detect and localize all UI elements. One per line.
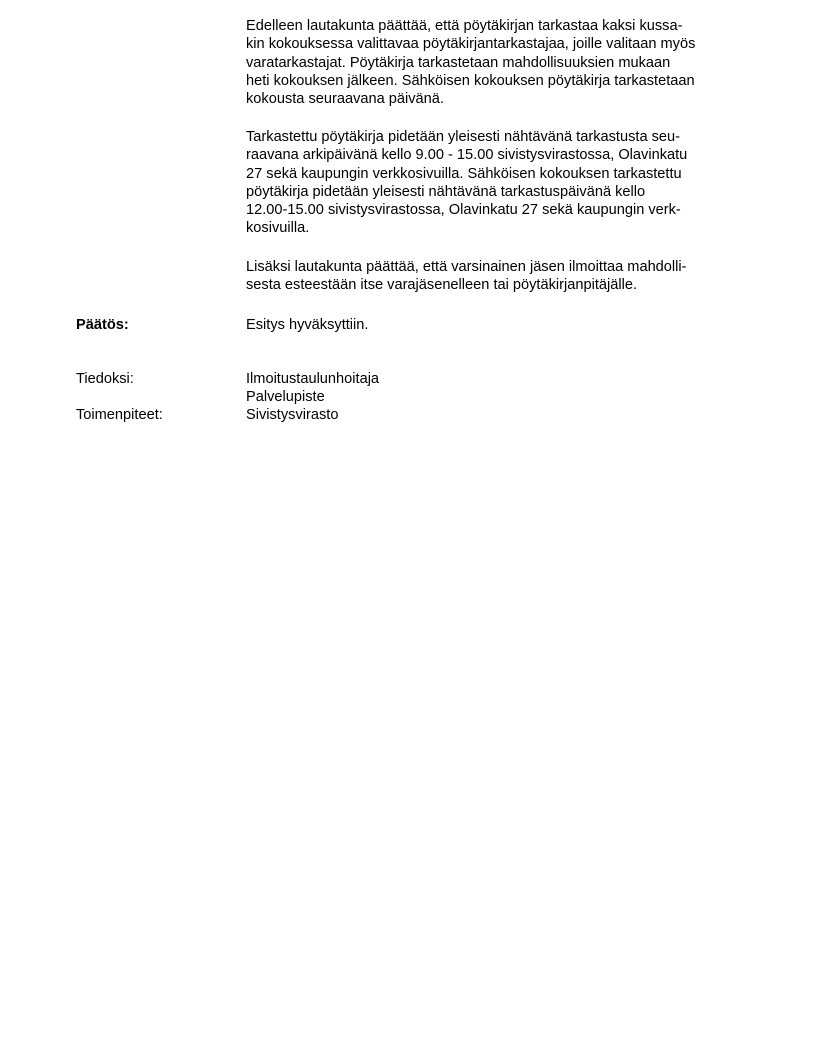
paragraph-line: 27 sekä kaupungin verkkosivuilla. Sähköisen kokouksen tarkastettu: [246, 165, 682, 182]
paragraph-member-absence: [246, 258, 746, 295]
paragraph-line: sesta esteestään itse varajäsenelleen tai pöytäkirjanpitäjälle.: [246, 277, 638, 294]
actions-value: Sivistysvirasto: [246, 407, 339, 423]
paragraph-line: heti kokouksen jälkeen. Sähköisen kokouksen pöytäkirja tarkastetaan: [246, 72, 695, 89]
paragraph-line: 12.00-15.00 sivistysvirastossa, Olavinkatu 27 sekä kaupungin verk-: [246, 202, 681, 219]
paragraph-line: kin kokouksessa valittavaa pöytäkirjantarkastajaa, joille valitaan myös: [246, 36, 696, 53]
paragraph-line: Lisäksi lautakunta päättää, että varsinainen jäsen ilmoittaa mahdolli-: [246, 259, 687, 275]
actions-label: Toimenpiteet:: [76, 407, 163, 423]
info-recipient: Palvelupiste: [246, 389, 325, 405]
paragraph-line: kokousta seuraavana päivänä.: [246, 91, 444, 108]
paragraph-line: Edelleen lautakunta päättää, että pöytäkirjan tarkastaa kaksi kussa-: [246, 18, 683, 34]
paragraph-public-display: [246, 128, 746, 238]
paragraph-line: Tarkastettu pöytäkirja pidetään yleisesti nähtävänä tarkastusta seu-: [246, 129, 680, 145]
info-label: Tiedoksi:: [76, 371, 134, 387]
paragraph-line: varatarkastajat. Pöytäkirja tarkastetaan mahdollisuuksien mukaan: [246, 54, 671, 71]
paragraph-minutes-checking: [246, 17, 746, 108]
paragraph-line: kosivuilla.: [246, 220, 310, 237]
decision-value: Esitys hyväksyttiin.: [246, 317, 369, 333]
info-recipient: Ilmoitustaulunhoitaja: [246, 371, 380, 387]
paragraph-line: raavana arkipäivänä kello 9.00 - 15.00 sivistysvirastossa, Olavinkatu: [246, 147, 688, 164]
paragraph-line: pöytäkirja pidetään yleisesti nähtävänä tarkastuspäivänä kello: [246, 183, 646, 200]
decision-label: Päätös:: [76, 317, 129, 333]
